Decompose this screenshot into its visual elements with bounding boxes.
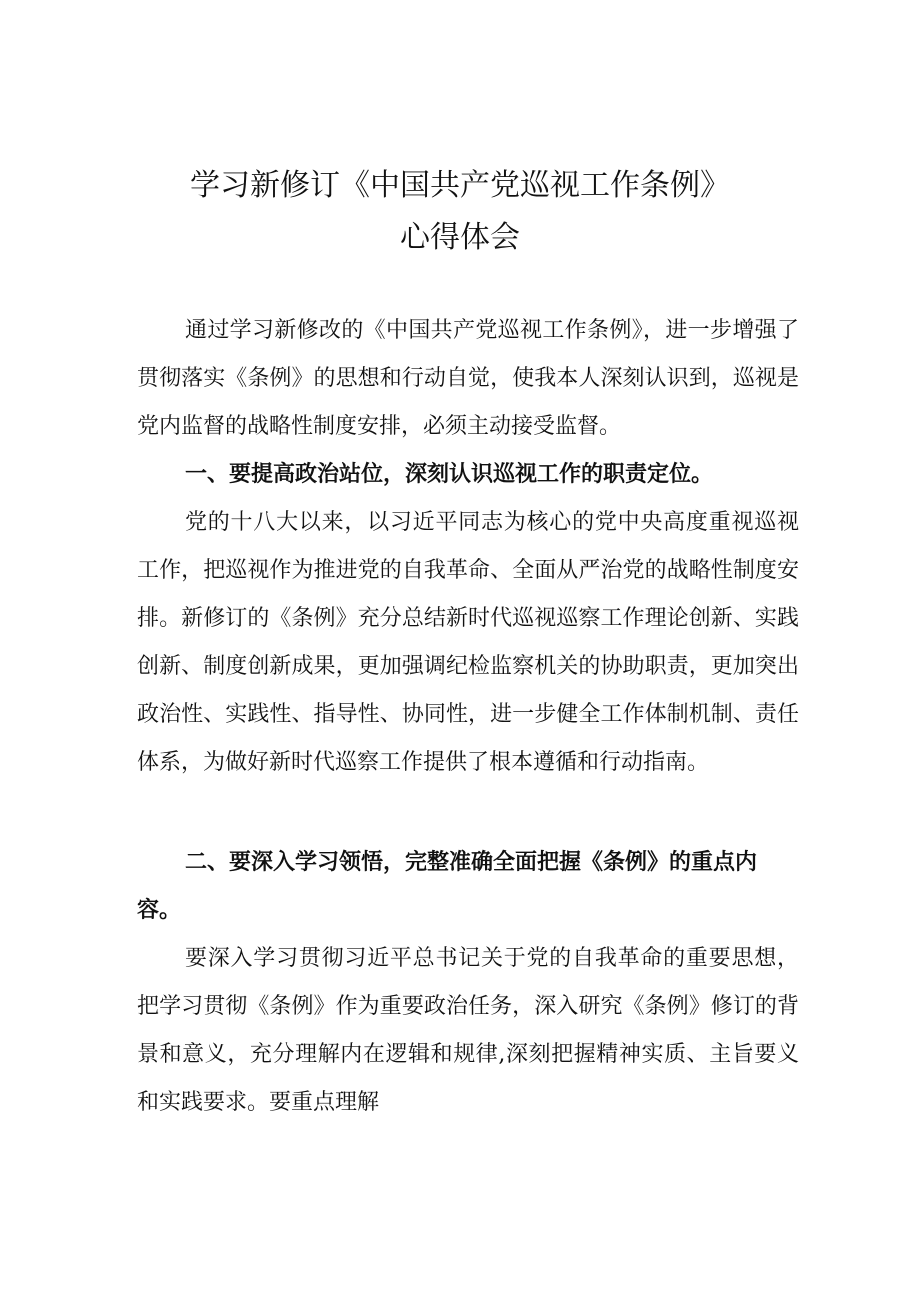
- intro-paragraph: 通过学习新修改的《中国共产党巡视工作条例》，进一步增强了贯彻落实《条例》的思想和行动自觉，使我本人深刻认识到，巡视是党内监督的战略性制度安排，必须主动接受监督。: [137, 318, 799, 439]
- section-body-2: 要深入学习贯彻习近平总书记关于党的自我革命的重要思想，把学习贯彻《条例》作为重要政治任务，深入研究《条例》修订的背景和意义，充分理解内在逻辑和规律,深刻把握精神实质、主旨要义和实践要求。要重点理解: [137, 946, 799, 1115]
- section-heading-1: 一、要提高政治站位，深刻认识巡视工作的职责定位。: [185, 462, 714, 487]
- section-body-1: 党的十八大以来，以习近平同志为核心的党中央高度重视巡视工作，把巡视作为推进党的自我革命、全面从严治党的战略性制度安排。新修订的《条例》充分总结新时代巡视巡察工作理论创新、实践创新、制度创新成果，更加强调纪检监察机关的协助职责，更加突出政治性、实践性、指导性、协同性，进一步健全工作体制机制、责任体系，为做好新时代巡察工作提供了根本遵循和行动指南。: [137, 510, 799, 775]
- document-title: 学习新修订《中国共产党巡视工作条例》: [190, 168, 730, 203]
- document-subtitle: 心得体会: [400, 220, 520, 255]
- section-heading-2: 二、要深入学习领悟，完整准确全面把握《条例》的重点内容。: [137, 850, 758, 923]
